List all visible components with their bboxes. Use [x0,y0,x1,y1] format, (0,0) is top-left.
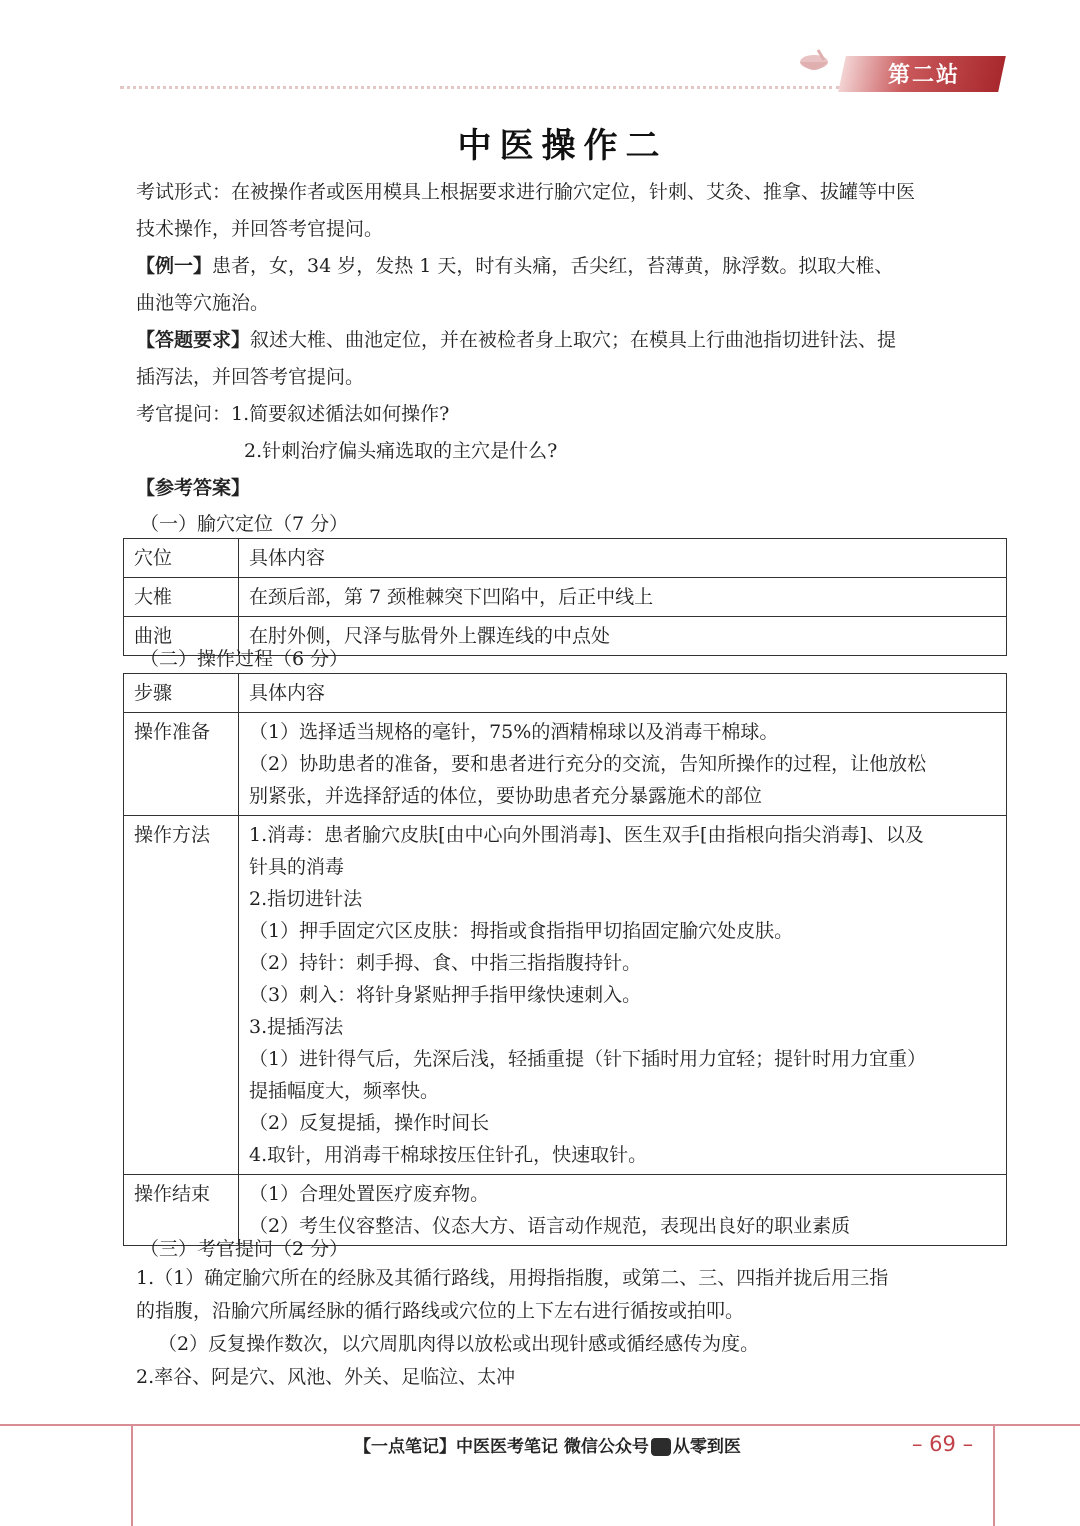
header-cell: 步骤 [124,674,239,713]
content-line: （1）押手固定穴区皮肤：拇指或食指指甲切掐固定腧穴处皮肤。 [249,920,794,942]
table-row [124,816,1007,1175]
step-content-cell [239,713,1007,816]
footer-rule [0,1424,1080,1426]
requirement-line-2: 插泻法，并回答考官提问。 [136,366,365,388]
content-line: （1）进针得气后，先深后浅，轻插重提（针下插时用力宜轻；提针时用力宜重） [249,1048,927,1070]
station-tab-label: 第二站 [888,63,961,88]
content-line: 别紧张，并选择舒适的体位，要协助患者充分暴露施术的部位 [249,785,763,807]
footer-left-rule [131,1426,133,1526]
step-content-cell [239,1175,1007,1246]
point-content-cell: 在肘外侧，尺泽与肱骨外上髁连线的中点处 [239,617,1007,656]
content-line: （2）持针：刺手拇、食、中指三指指腹持针。 [249,952,642,974]
bowl-icon [796,46,832,76]
content-line: 1.消毒：患者腧穴皮肤[由中心向外围消毒]、医生双手[由指根向指尖消毒]、以及 [249,824,924,846]
question-line-1: 考官提问：1.简要叙述循法如何操作? [136,403,450,425]
header-cell: 具体内容 [239,674,1007,713]
content-line: （3）刺入：将针身紧贴押手指甲缘快速刺入。 [249,984,642,1006]
content-line: 提插幅度大，频率快。 [249,1080,440,1102]
content-line: 2.指切进针法 [249,888,363,910]
header-cell: 具体内容 [239,539,1007,578]
content-line: （1）合理处置医疗废弃物。 [249,1183,490,1205]
acupoint-table [123,538,1007,656]
intro-block [136,174,1006,507]
section2-caption: （二）操作过程（6 分） [140,648,349,670]
example-label: 【例一】 [136,255,213,277]
step-content-cell [239,816,1007,1175]
example-line-1: 【例一】患者，女，34 岁，发热 1 天，时有头痛，舌尖红，苔薄黄，脉浮数。拟取大椎、 [136,255,894,277]
example-line-2: 曲池等穴施治。 [136,292,270,314]
step-name-cell: 操作方法 [124,816,239,1175]
footer-brand [354,1432,741,1457]
question-line-2: 2.针刺治疗偏头痛选取的主穴是什么? [244,440,558,462]
procedure-table [123,673,1007,1246]
answer-line: 的指腹，沿腧穴所属经脉的循行路线或穴位的上下左右进行循按或拍叩。 [136,1300,745,1322]
content-line: 针具的消毒 [249,856,345,878]
table-row [124,713,1007,816]
table-header-row [124,674,1007,713]
footer-brand-right: 从零到医 [672,1437,741,1457]
point-content-cell: 在颈后部，第 7 颈椎棘突下凹陷中，后正中线上 [239,578,1007,617]
content-line: （2）考生仪容整洁、仪态大方、语言动作规范，表现出良好的职业素质 [249,1215,851,1237]
table-header-row [124,539,1007,578]
section3-caption: （三）考官提问（2 分） [140,1238,349,1260]
answer-line: （2）反复操作数次，以穴周肌肉得以放松或出现针感或循经感传为度。 [158,1333,760,1355]
exam-format-line-1: 考试形式：在被操作者或医用模具上根据要求进行腧穴定位，针刺、艾灸、推拿、拔罐等中医 [136,181,916,203]
examiner-answers [136,1262,1006,1394]
header-cell: 穴位 [124,539,239,578]
page-title: 中医操作二 [457,126,668,166]
footer-brand-left: 【一点笔记】中医医考笔记 微信公众号 [354,1437,649,1457]
point-name-cell: 曲池 [124,617,239,656]
exam-format-line-2: 技术操作，并回答考官提问。 [136,218,384,240]
content-line: 3.提插泻法 [249,1016,344,1038]
answer-line: 2.率谷、阿是穴、风池、外关、足临泣、太冲 [136,1366,516,1388]
content-line: （2）协助患者的准备，要和患者进行充分的交流，告知所操作的过程，让他放松 [249,753,927,775]
step-name-cell: 操作准备 [124,713,239,816]
footer-right-rule [993,1426,995,1526]
answer-line: 1.（1）确定腧穴所在的经脉及其循行路线，用拇指指腹，或第二、三、四指并拢后用三指 [136,1267,889,1289]
content-line: （1）选择适当规格的毫针，75%的酒精棉球以及消毒干棉球。 [249,721,779,743]
header-dotted-line [120,86,840,89]
table-row [124,578,1007,617]
content-line: （2）反复提插，操作时间长 [249,1112,490,1134]
wechat-icon [651,1438,671,1456]
section1-caption: （一）腧穴定位（7 分） [140,513,349,535]
step-name-cell: 操作结束 [124,1175,239,1246]
content-line: 4.取针，用消毒干棉球按压住针孔，快速取针。 [249,1144,648,1166]
requirement-label: 【答题要求】 [136,329,251,351]
requirement-line-1: 【答题要求】叙述大椎、曲池定位，并在被检者身上取穴；在模具上行曲池指切进针法、提 [136,329,897,351]
point-name-cell: 大椎 [124,578,239,617]
answer-label: 【参考答案】 [136,477,251,499]
page-number: – 69 – [912,1432,974,1456]
